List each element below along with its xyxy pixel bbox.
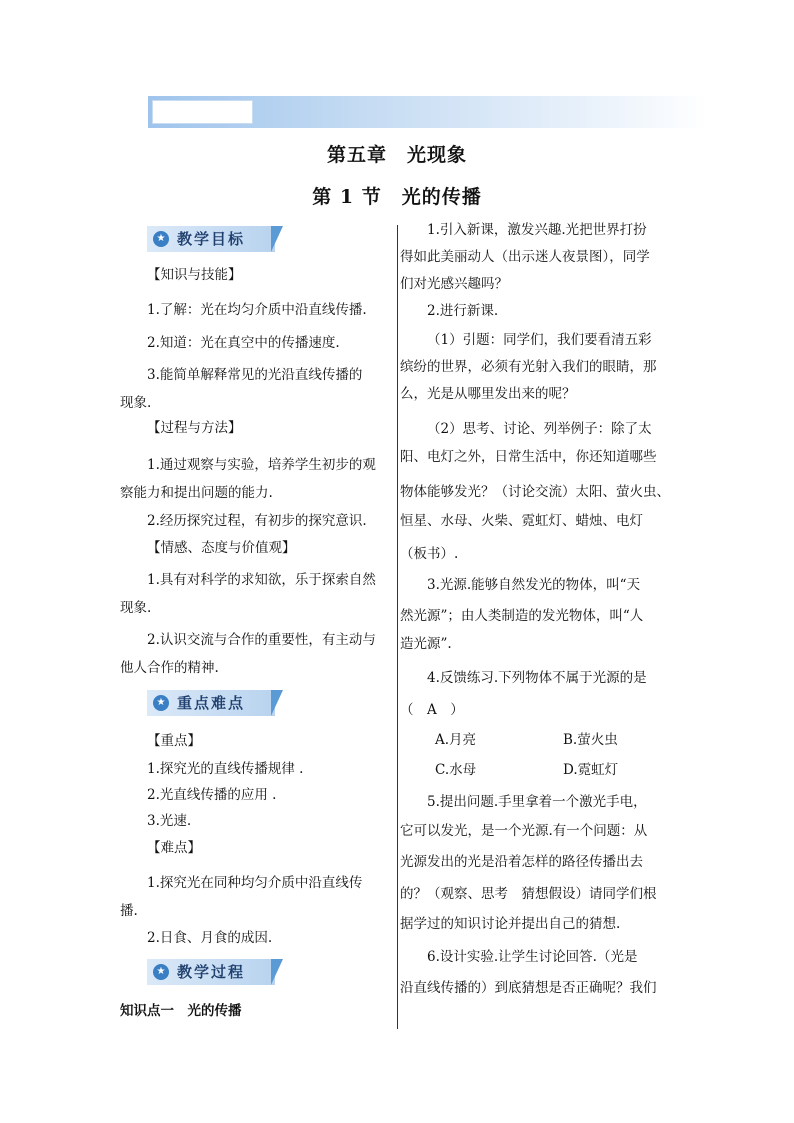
paragraph-line: 它可以发光，是一个光源.有一个问题：从: [400, 823, 648, 839]
paragraph-line: 的？（观察、思考 猜想假设）请同学们根: [400, 886, 657, 902]
difficulty-item-cont: 播.: [120, 903, 138, 919]
process-item: 2.经历探究过程，有初步的探究意识.: [147, 513, 367, 529]
knowledge-item: 2.知道：光在真空中的传播速度.: [147, 335, 340, 351]
trophy-icon: ★: [153, 695, 169, 711]
key-item: 3.光速.: [147, 813, 192, 829]
heading-teaching-process: ★ 教学过程: [147, 959, 287, 985]
process-item-cont: 察能力和提出问题的能力.: [120, 485, 273, 501]
trophy-icon: ★: [153, 231, 169, 247]
option-d: D.霓虹灯: [563, 762, 619, 778]
knowledge-item-cont: 现象.: [120, 395, 152, 411]
paragraph-line: 物体能够发光？（讨论交流）太阳、萤火虫、: [400, 484, 670, 500]
difficulty-item: 2.日食、月食的成因.: [147, 930, 273, 946]
paragraph-line: 4.反馈练习.下列物体不属于光源的是: [427, 670, 647, 686]
process-item: 1.通过观察与实验，培养学生初步的观: [147, 457, 376, 473]
chapter-title: 第五章 光现象: [326, 144, 467, 166]
paragraph-line: 造光源”.: [400, 636, 452, 652]
paragraph-line: 3.光源.能够自然发光的物体，叫“天: [427, 577, 641, 593]
paragraph-line: 5.提出问题.手里拿着一个激光手电，: [427, 794, 647, 810]
paragraph-line: （1）引题：同学们，我们要看清五彩: [427, 332, 652, 348]
paragraph-line: 6.设计实验.让学生讨论回答.（光是: [427, 949, 638, 965]
paragraph-line: 们对光感兴趣吗？: [400, 276, 508, 292]
emotion-item-cont: 他人合作的精神.: [120, 660, 219, 676]
paragraph-line: 据学过的知识讨论并提出自己的猜想.: [400, 916, 621, 932]
emotion-item: 2.认识交流与合作的重要性，有主动与: [147, 632, 376, 648]
emotion-item-cont: 现象.: [120, 600, 152, 616]
knowledge-item: 3.能简单解释常见的光沿直线传播的: [147, 367, 363, 383]
paragraph-line: 得如此美丽动人（出示迷人夜景图），同学: [400, 249, 650, 265]
emotion-header: 【情感、态度与价值观】: [147, 540, 296, 556]
option-a: A.月亮: [435, 732, 477, 748]
process-header: 【过程与方法】: [147, 420, 242, 436]
paragraph-line: 恒星、水母、火柴、霓虹灯、蜡烛、电灯: [400, 513, 643, 529]
emotion-item: 1.具有对科学的求知欲，乐于探索自然: [147, 572, 376, 588]
trophy-icon: ★: [153, 964, 169, 980]
heading-teaching-goals: ★ 教学目标: [147, 226, 287, 252]
difficulty-item: 1.探究光在同种均匀介质中沿直线传: [147, 875, 363, 891]
paragraph-line: 光源发出的光是沿着怎样的路径传播出去: [400, 854, 643, 870]
section-title: 第 1 节 光的传播: [312, 186, 482, 208]
heading-key-points: ★ 重点难点: [147, 690, 287, 716]
key-item: 1.探究光的直线传播规律 .: [147, 761, 304, 777]
option-c: C.水母: [435, 762, 477, 778]
paragraph-line: （2）思考、讨论、列举例子：除了太: [427, 421, 652, 437]
paragraph-line: 然光源”；由人类制造的发光物体，叫“人: [400, 608, 644, 624]
option-b: B.萤火虫: [563, 732, 618, 748]
difficulty-header: 【难点】: [147, 840, 201, 856]
paragraph-line: 么，光是从哪里发出来的呢？: [400, 386, 576, 402]
knowledge-header: 【知识与技能】: [147, 267, 242, 283]
paragraph-line: 阳、电灯之外，日常生活中，你还知道哪些: [400, 449, 657, 465]
paragraph-line: （板书）.: [400, 546, 459, 562]
header-banner-box: [152, 100, 253, 124]
answer-line: （ A ）: [400, 702, 464, 718]
key-header: 【重点】: [147, 733, 201, 749]
paragraph-line: 1.引入新课，激发兴趣.光把世界打扮: [427, 222, 647, 238]
paragraph-line: 沿直线传播的）到底猜想是否正确呢？我们: [400, 980, 657, 996]
knowledge-point-title: 知识点一 光的传播: [120, 1003, 242, 1019]
column-divider: [397, 225, 398, 1029]
knowledge-item: 1.了解：光在均匀介质中沿直线传播.: [147, 302, 367, 318]
key-item: 2.光直线传播的应用 .: [147, 787, 277, 803]
paragraph-line: 缤纷的世界，必须有光射入我们的眼睛，那: [400, 359, 657, 375]
paragraph-line: 2.进行新课.: [427, 303, 499, 319]
